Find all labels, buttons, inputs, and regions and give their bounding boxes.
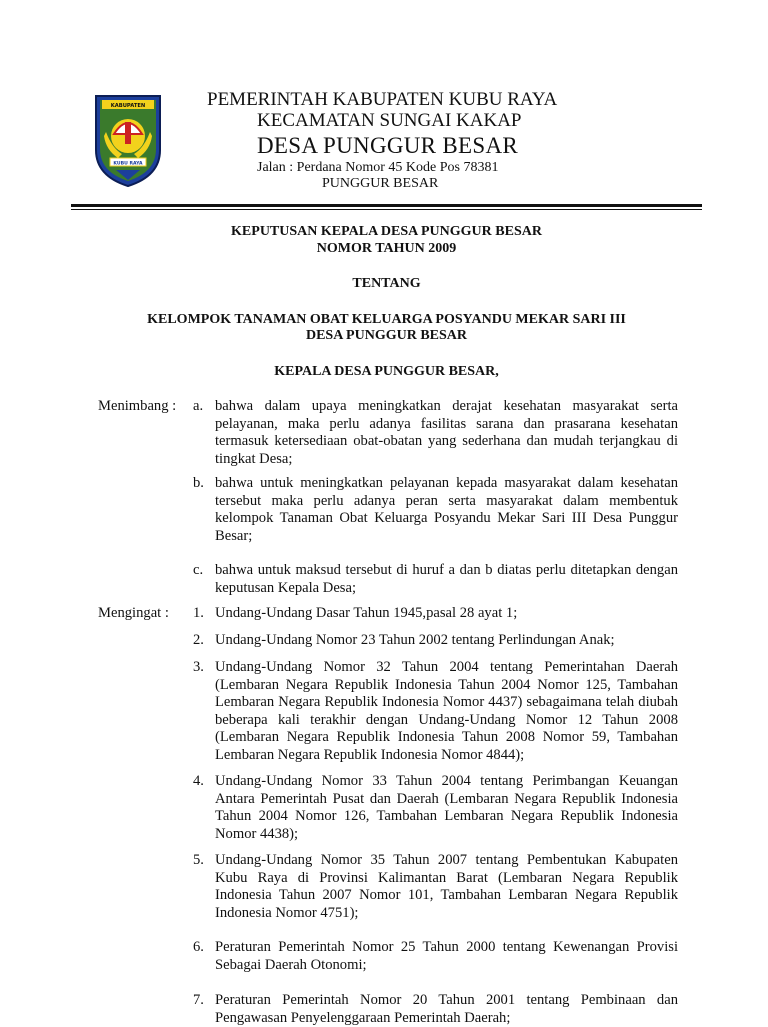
menimbang-marker-c: c. <box>193 562 204 578</box>
mengingat-marker-6: 6. <box>193 939 204 955</box>
menimbang-item-b: bahwa untuk meningkatkan pelayanan kepada masyarakat dalam kesehatan tersebut maka perlu adanya peran serta masyarakat dalam membentuk kelompok Tanaman Obat Keluarga Posyandu Mekar Sari III Desa Punggur Besar; <box>215 475 678 544</box>
mengingat-item-6: Peraturan Pemerintah Nomor 25 Tahun 2000 tentang Kewenangan Provisi Sebagai Daerah Otonomi; <box>215 939 678 973</box>
about-heading: TENTANG <box>352 276 421 291</box>
subject-line-2: DESA PUNGGUR BESAR <box>305 328 468 343</box>
mengingat-item-5: Undang-Undang Nomor 35 Tahun 2007 tentang Pembentukan Kabupaten Kubu Raya di Provinsi Kalimantan Barat (Lembaran Negara Republik Indonesia Tahun 2007 Nomor 101, Tambahan Lembaran Negara Republik Indonesia Nomor 4751); <box>215 852 678 921</box>
letterhead-rule-thin <box>71 209 702 210</box>
mengingat-marker-2: 2. <box>193 632 204 648</box>
mengingat-marker-5: 5. <box>193 852 204 868</box>
logo-text-bottom: KUBU RAYA <box>113 161 143 167</box>
decision-number: NOMOR TAHUN 2009 <box>316 241 457 256</box>
mengingat-item-2: Undang-Undang Nomor 23 Tahun 2002 tentang Perlindungan Anak; <box>215 632 615 648</box>
menimbang-label: Menimbang : <box>98 398 177 414</box>
letterhead-government: PEMERINTAH KABUPATEN KUBU RAYA <box>207 89 558 110</box>
letterhead-address: Jalan : Perdana Nomor 45 Kode Pos 78381 <box>257 160 499 175</box>
decision-title: KEPUTUSAN KEPALA DESA PUNGGUR BESAR <box>231 224 542 239</box>
letterhead-village: DESA PUNGGUR BESAR <box>257 133 519 158</box>
kubu-raya-emblem-logo <box>92 92 164 188</box>
head-of-village: KEPALA DESA PUNGGUR BESAR, <box>274 364 499 379</box>
subject-line-1: KELOMPOK TANAMAN OBAT KELUARGA POSYANDU MEKAR SARI III <box>147 312 626 327</box>
logo-text-top: KABUPATEN <box>110 103 146 109</box>
menimbang-marker-b: b. <box>193 475 204 491</box>
mengingat-item-1: Undang-Undang Dasar Tahun 1945,pasal 28 ayat 1; <box>215 605 518 621</box>
mengingat-label: Mengingat : <box>98 605 169 621</box>
mengingat-item-4: Undang-Undang Nomor 33 Tahun 2004 tentang Perimbangan Keuangan Antara Pemerintah Pusat dan Daerah (Lembaran Negara Republik Indonesia Tahun 2004 Nomor 126, Tambahan Lembaran Negara Republik Indonesia Nomor 4438); <box>215 773 678 842</box>
letterhead-district: KECAMATAN SUNGAI KAKAP <box>257 110 522 131</box>
menimbang-item-c: bahwa untuk maksud tersebut di huruf a dan b diatas perlu ditetapkan dengan keputusan Kepala Desa; <box>215 562 678 596</box>
mengingat-marker-1: 1. <box>193 605 204 621</box>
mengingat-marker-7: 7. <box>193 992 204 1008</box>
letterhead-place: PUNGGUR BESAR <box>322 176 439 191</box>
mengingat-marker-4: 4. <box>193 773 204 789</box>
menimbang-marker-a: a. <box>193 398 204 414</box>
mengingat-item-7: Peraturan Pemerintah Nomor 20 Tahun 2001 tentang Pembinaan dan Pengawasan Penyelenggaraan Pemerintah Daerah; <box>215 992 678 1026</box>
mengingat-marker-3: 3. <box>193 659 204 675</box>
menimbang-item-a: bahwa dalam upaya meningkatkan derajat kesehatan masyarakat serta pelayanan, maka perlu adanya fasilitas sarana dan prasarana kesehatan termasuk ketersediaan obat-obatan yang sederhana dan mudah terjangkau di tingkat Desa; <box>215 398 678 467</box>
mengingat-item-3: Undang-Undang Nomor 32 Tahun 2004 tentang Pemerintahan Daerah (Lembaran Negara Republik Indonesia Tahun 2004 Nomor 125, Tambahan Lembaran Negara Republik Indonesia Nomor 4437) sebagaimana telah diubah beberapa kali terakhir dengan Undang-Undang Nomor 12 Tahun 2008 (Lembaran Negara Republik Indonesia Tahun 2008 Nomor 59, Tambahan Lembaran Negara Republik Indonesia Nomor 4844); <box>215 659 678 763</box>
letterhead-rule-thick <box>71 204 702 207</box>
